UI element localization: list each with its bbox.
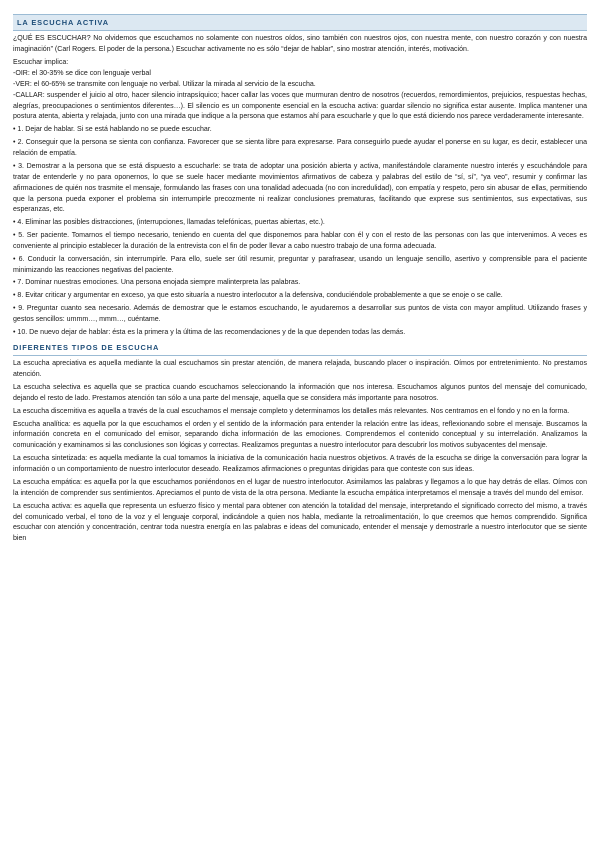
section-body-escucha-activa — [13, 34, 587, 339]
paragraph-que-es-escuchar: ¿QUÉ ES ESCUCHAR? No olvidemos que escuchamos no solamente con nuestros oídos, sino también con nuestros ojos, con nuestra mente, con nuestro corazón y con nuestra imaginación” (Carl Rogers. El poder de la persona.) Escuchar activamente no es sólo “dejar de hablar”, sino mostrar atención, interés, motivación. — [13, 35, 587, 53]
paragraph-escucha-selectiva: La escucha selectiva es aquella que se practica cuando escuchamos seleccionando la información que nos interesa. Escuchamos algunos puntos del mensaje del comunicado, dejando el resto de lado. Prestamos atención tan sólo a una parte del mensaje, aquella que se considera más importante para nosotros. — [13, 384, 587, 402]
list-item: • 10. De nuevo dejar de hablar: ésta es la primera y la última de las recomendaciones y de la que dependen todas las demás. — [13, 328, 406, 336]
list-item: • 5. Ser paciente. Tomarnos el tiempo necesario, teniendo en cuenta del que disponemos para hablar con él y con el resto de las personas con las que intervenimos. A veces es conveniente al principio establecer la duración de la entrevista con el fin de poder llevar a cabo nuestro trabajo de una forma adecuada. — [13, 231, 587, 250]
paragraph-escucha-sintetizada: La escucha sintetizada: es aquella mediante la cual tomamos la iniciativa de la comunicación hacia nuestros objetivos. A través de la escucha se dirige la conversación para lograr la información o un comportamiento de nuestro interlocutor deseado. Realizamos afirmaciones o preguntas dirigidas para que conteste con sus ideas. — [13, 455, 587, 474]
paragraph-escucha-empatica: La escucha empática: es aquella por la que escuchamos poniéndonos en el lugar de nuestro interlocutor. Asimilamos las palabras y llegamos a lo que hay detrás de ellas. Oímos con la intención de comprender sus sentimientos. Apreciamos el punto de vista de la otra persona. Mediante la escucha empática interpretamos el mensaje a través del mundo del emisor. — [13, 478, 587, 497]
paragraph-callar: -CALLAR: suspender el juicio al otro, hacer silencio intrapsíquico; hacer callar las voces que murmuran dentro de nosotros (recuerdos, remordimientos, prejuicios, respuestas hechas, alegrías, preocupaciones o sentimientos diferentes…). El silencio es un componente esencial en la escucha activa: guardar silencio no significa estar ausente. Implica mantener una postura atenta, abierta y relajada, junto con una mirada que indique a la persona que estamos ahí para escucharle y que lo que está diciendo nos parece verdaderamente interesante. — [13, 91, 587, 121]
list-item: • 1. Dejar de hablar. Si se está hablando no se puede escuchar. — [13, 126, 212, 134]
list-item: • 3. Demostrar a la persona que se está dispuesto a escucharle: se trata de adoptar una posición abierta y activa, manifestándole claramente nuestro interés y escuchándole para tratar de entenderle y no para oponernos, lo que se suele hacer mediante movimientos afirmativos de cabeza y palabras del estilo de “sí, sí”, “ya veo”, resumir y confirmar las afirmaciones de quién nos trasmite el mensaje, formulando las frases con una tonalidad adecuada (no con incredulidad), con empatía y respeto, pero sin abusar de ellas, permitiendo que la persona pueda exponer el problema sin interrumpirle precozmente ni realizar conclusiones prematuras, facilitando que exprese sus sentimientos, sus expectativas, sus esperanzas, etc. — [13, 162, 587, 214]
paragraph-escuchar-implica: Escuchar implica: — [13, 58, 69, 66]
paragraph-escucha-discernitiva: La escucha discernitiva es aquella a través de la cual escuchamos el mensaje completo y determinamos los detalles más relevantes. Nos centramos en el fondo y no en la forma. — [13, 407, 570, 415]
section-title-escucha-activa: LA ESCUCHA ACTIVA — [13, 14, 587, 31]
list-item: • 6. Conducir la conversación, sin interrumpirle. Para ello, suele ser útil resumir, preguntar y parafrasear, usando un lenguaje sencillo, asertivo y comprensible para el paciente minimizando las reacciones negativas del paciente. — [13, 255, 587, 274]
paragraph-escucha-analitica: Escucha analítica: es aquella por la que escuchamos el orden y el sentido de la información para entender la relación entre las ideas, reflexionando sobre el mensaje. Buscamos la información concreta en el comunicado del emisor, separando dicha información de las emociones. Comprendemos el contenido conceptual y su interrelación. Analizamos la comunicación y examinamos si las conclusiones son lógicas y correctas. Realizamos preguntas a nuestro interlocutor para descubrir los motivos subyacentes del mensaje. — [13, 420, 587, 450]
section-title-tipos-de-escucha: DIFERENTES TIPOS DE ESCUCHA — [13, 340, 587, 356]
list-item: • 8. Evitar criticar y argumentar en exceso, ya que esto situaría a nuestro interlocutor a la defensiva, conduciéndole probablemente a que se enoje o se calle. — [13, 292, 503, 300]
paragraph-escucha-apreciativa: La escucha apreciativa es aquella mediante la cual escuchamos sin prestar atención, de manera relajada, buscando placer o inspiración. Oímos por entretenimiento. No prestamos atención. — [13, 360, 587, 379]
section-body-tipos-de-escucha — [13, 359, 587, 545]
list-item: • 9. Preguntar cuanto sea necesario. Además de demostrar que le estamos escuchando, le ayudaremos a desarrollar sus puntos de vista con mayor amplitud. Utilizando frases y gestos sencillos: ummm…, mmm…, cuéntame. — [13, 304, 587, 323]
list-item: • 4. Eliminar las posibles distracciones, (interrupciones, llamadas telefónicas, puertas abiertas, etc.). — [13, 219, 325, 227]
paragraph-ver: -VER: el 60-65% se transmite con lenguaje no verbal. Utilizar la mirada al servicio de la escucha. — [13, 80, 316, 88]
paragraph-oir: -OIR: el 30-35% se dice con lenguaje verbal — [13, 69, 151, 77]
list-item: • 2. Conseguir que la persona se sienta con confianza. Favorecer que se sienta libre para expresarse. Para conseguirlo puede ayudar el ponerse en su lugar, es decir, establecer una relación de empatía. — [13, 138, 587, 157]
list-item: • 7. Dominar nuestras emociones. Una persona enojada siempre malinterpreta las palabras. — [13, 279, 301, 287]
paragraph-escucha-activa: La escucha activa: es aquella que representa un esfuerzo físico y mental para obtener con atención la totalidad del mensaje, interpretando el significado correcto del mismo, a través del comunicado verbal, el tono de la voz y el lenguaje corporal, indicándole a quien nos habla, mediante la retroalimentación, lo que creemos que hemos comprendido. Significa escuchar con atención y concentración, centrar toda nuestra energía en las palabras e ideas del comunicado, entender el mensaje y demostrarle a nuestro interlocutor que se siente bien — [13, 502, 587, 543]
